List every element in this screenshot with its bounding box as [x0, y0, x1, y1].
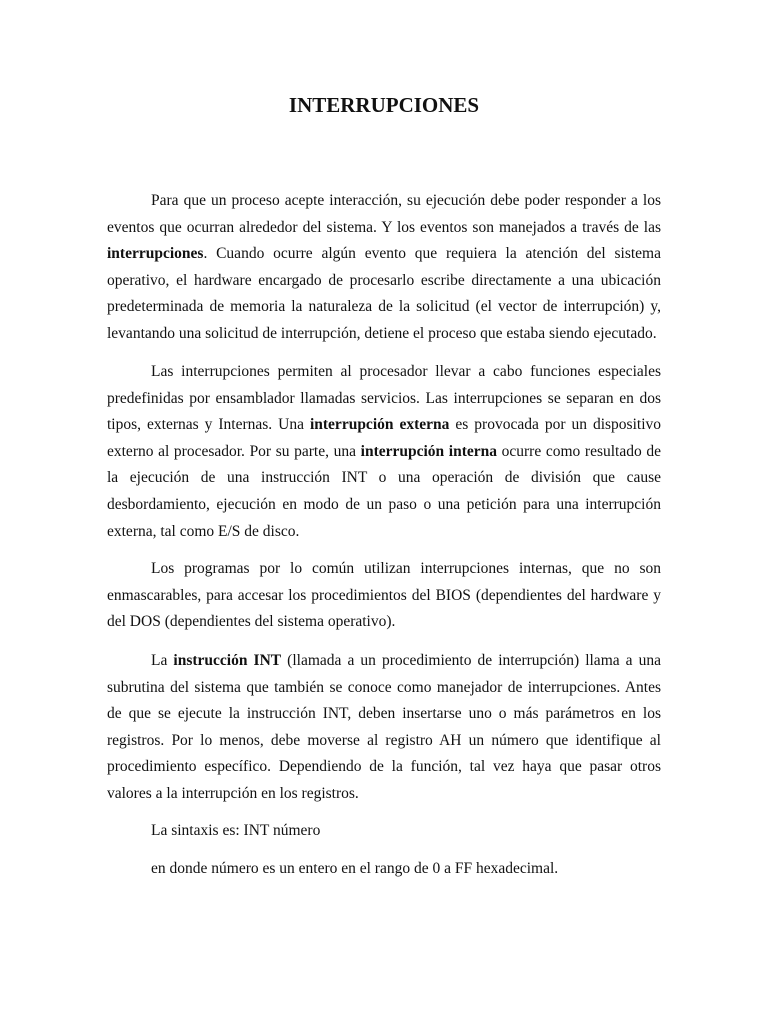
paragraph-1-segment-3: . Cuando ocurre algún evento que requiera la atención del sistema operativo, el hardware encargado de procesarlo escribe directamente a una ubicación predeterminada de memoria la naturaleza de la solicitud (el vector de interrupción) y, levantando una solicitud de interrupción, detiene el proceso que estaba siendo ejecutado.	[107, 245, 661, 342]
term-interrupciones: interrupciones	[107, 245, 204, 263]
paragraph-3-segment-1: Los programas por lo común utilizan interrupciones internas, que no son enmascarables, para accesar los procedimientos del BIOS (dependientes del hardware y del DOS (dependientes del sistema operativo).	[107, 560, 661, 631]
range-line: en donde número es un entero en el rango de 0 a FF hexadecimal.	[151, 860, 559, 877]
paragraph-4-segment-1: La	[151, 652, 174, 669]
paragraph-2-segment-3: es provocada por un dispositivo externo al procesador. Por su parte, una	[107, 416, 661, 460]
term-instruccion-int: instrucción INT	[173, 652, 282, 669]
paragraph-4	[107, 648, 661, 808]
paragraph-1	[107, 188, 661, 348]
page-title: INTERRUPCIONES	[288, 93, 480, 117]
term-interrupcion-externa: interrupción externa	[309, 416, 450, 434]
paragraph-3	[107, 556, 661, 636]
paragraph-4-segment-3: (llamada a un procedimiento de interrupción) llama a una subrutina del sistema que también se conoce como manejador de interrupciones. Antes de que se ejecute la instrucción INT, deben insertarse uno o más parámetros en los registros. Por lo menos, debe moverse al registro AH un número que identifique al procedimiento específico. Dependiendo de la función, tal vez haya que pasar otros valores a la interrupción en los registros.	[107, 652, 662, 802]
paragraph-2-segment-5: ocurre como resultado de la ejecución de una instrucción INT o una operación de división que cause desbordamiento, ejecución en modo de un paso o una petición para una interrupción externa, tal como E/S de disco.	[107, 442, 661, 540]
paragraph-2-segment-1: Las interrupciones permiten al procesador llevar a cabo funciones especiales predefinidas por ensamblador llamadas servicios. Las interrupciones se separan en dos tipos, externas y Internas. Una	[107, 363, 661, 434]
paragraph-1-segment-1: Para que un proceso acepte interacción, su ejecución debe poder responder a los eventos que ocurran alrededor del sistema. Y los eventos son manejados a través de las	[107, 192, 661, 236]
syntax-line: La sintaxis es: INT número	[151, 822, 321, 839]
paragraph-2	[107, 359, 661, 545]
term-interrupcion-interna: interrupción interna	[360, 442, 498, 460]
